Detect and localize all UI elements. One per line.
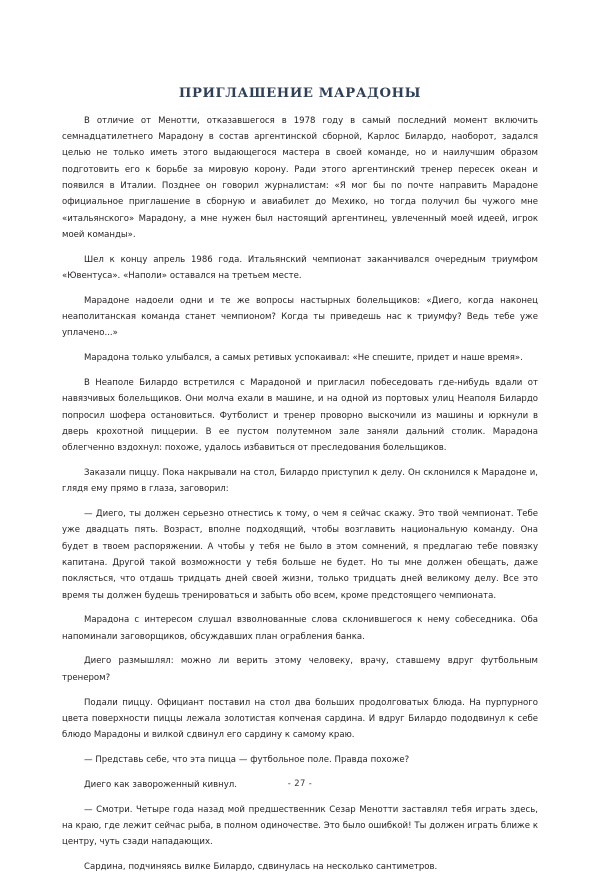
paragraph: — Диего, ты должен серьезно отнестись к тому, о чем я сейчас скажу. Это твой чемпионат. Тебе уже двадцать пять. Возраст, вполне подходящий, чтобы возглавить национальную команду. Она будет в твоем распоряжении. А чтобы у тебя не было в этом сомнений, я предлагаю тебе повязку капитана. Другой такой возможности у тебя больше не будет. Но ты мне должен обещать, даже поклясться, что отдашь тридцать дней своей жизни, только тридцать дней великому делу. Все это время ты должен будешь тренироваться и забыть обо всем, кроме предстоящего чемпионата. (62, 509, 538, 601)
paragraph: Сардина, подчиняясь вилке Билардо, сдвинулась на несколько сантиметров. (84, 861, 438, 872)
page-number: - 27 - (287, 778, 313, 788)
paragraph: Диего как завороженный кивнул. (84, 779, 237, 790)
paragraph: Марадона с интересом слушал взволнованные слова склонившегося к нему собеседника. Оба напоминали заговорщиков, обсуждавших план ограбления банка. (62, 615, 538, 642)
paragraph: — Смотри. Четыре года назад мой предшественник Сезар Менотти заставлял тебя играть здесь, на краю, где лежит сейчас рыба, в полном одиночестве. Это было ошибкой! Ты должен играть ближе к центру, чуть сзади нападающих. (62, 804, 538, 848)
paragraph: — Представь себе, что эта пицца — футбольное поле. Правда похоже? (84, 754, 410, 765)
paragraph: Марадоне надоели одни и те же вопросы настырных болельщиков: «Диего, когда наконец неаполитанская команда станет чемпионом? Когда ты приведешь нас к триумфу? Ведь тебе уже уплачено...» (62, 295, 538, 339)
paragraph: Шел к концу апрель 1986 года. Итальянский чемпионат заканчивался очередным триумфом «Ювентуса». «Наполи» оставался на третьем месте. (62, 254, 538, 282)
paragraph: В отличие от Менотти, отказавшегося в 1978 году в самый последний момент включить семнадцатилетнего Марадону в состав аргентинской сборной, Карлос Билардо, наоборот, задался целью не только иметь этого выдающегося мастера в своей команде, но и наилучшим образом подготовить его к борьбе за мировую корону. Ради этого аргентинский тренер пересек океан и появился в Италии. Позднее он говорил журналистам: «Я мог бы по почте направить Марадоне официальное приглашение в сборную и авиабилет до Мехико, но тогда получил бы чужого мне «итальянского» Марадону, а мне нужен был настоящий аргентинец, увлеченный моей идеей, игрок моей команды». (62, 115, 538, 240)
paragraph: Марадона только улыбался, а самых ретивых успокаивал: «Не спешите, придет и наше время». (84, 353, 523, 364)
page-title: ПРИГЛАШЕНИЕ МАРАДОНЫ (178, 86, 422, 101)
page-content (62, 86, 538, 884)
paragraph: Заказали пиццу. Пока накрывали на стол, Билардо приступил к делу. Он склонился к Марадоне и, глядя ему прямо в глаза, заговорил: (62, 467, 538, 495)
paragraph: В Неаполе Билардо встретился с Марадоной и пригласил побеседовать где-нибудь вдали от навязчивых болельщиков. Они молча ехали в машине, и на одной из портовых улиц Неаполя Билардо попросил шофера остановиться. Футболист и тренер проворно выскочили из машины и юркнули в дверь крохотной пиццерии. В ее пустом полутемном зале заняли дальний столик. Марадона облегченно вздохнул: похоже, удалось избавиться от преследования болельщиков. (62, 378, 538, 454)
paragraph: Диего размышлял: можно ли верить этому человеку, врачу, ставшему вдруг футбольным тренером? (62, 656, 538, 683)
paragraph: Подали пиццу. Официант поставил на стол два больших продолговатых блюда. На пурпурного цвета поверхности пиццы лежала золотистая копченая сардина. И вдруг Билардо пододвинул к себе блюдо Марадоны и вилкой сдвинул его сардину к самому краю. (62, 697, 538, 741)
